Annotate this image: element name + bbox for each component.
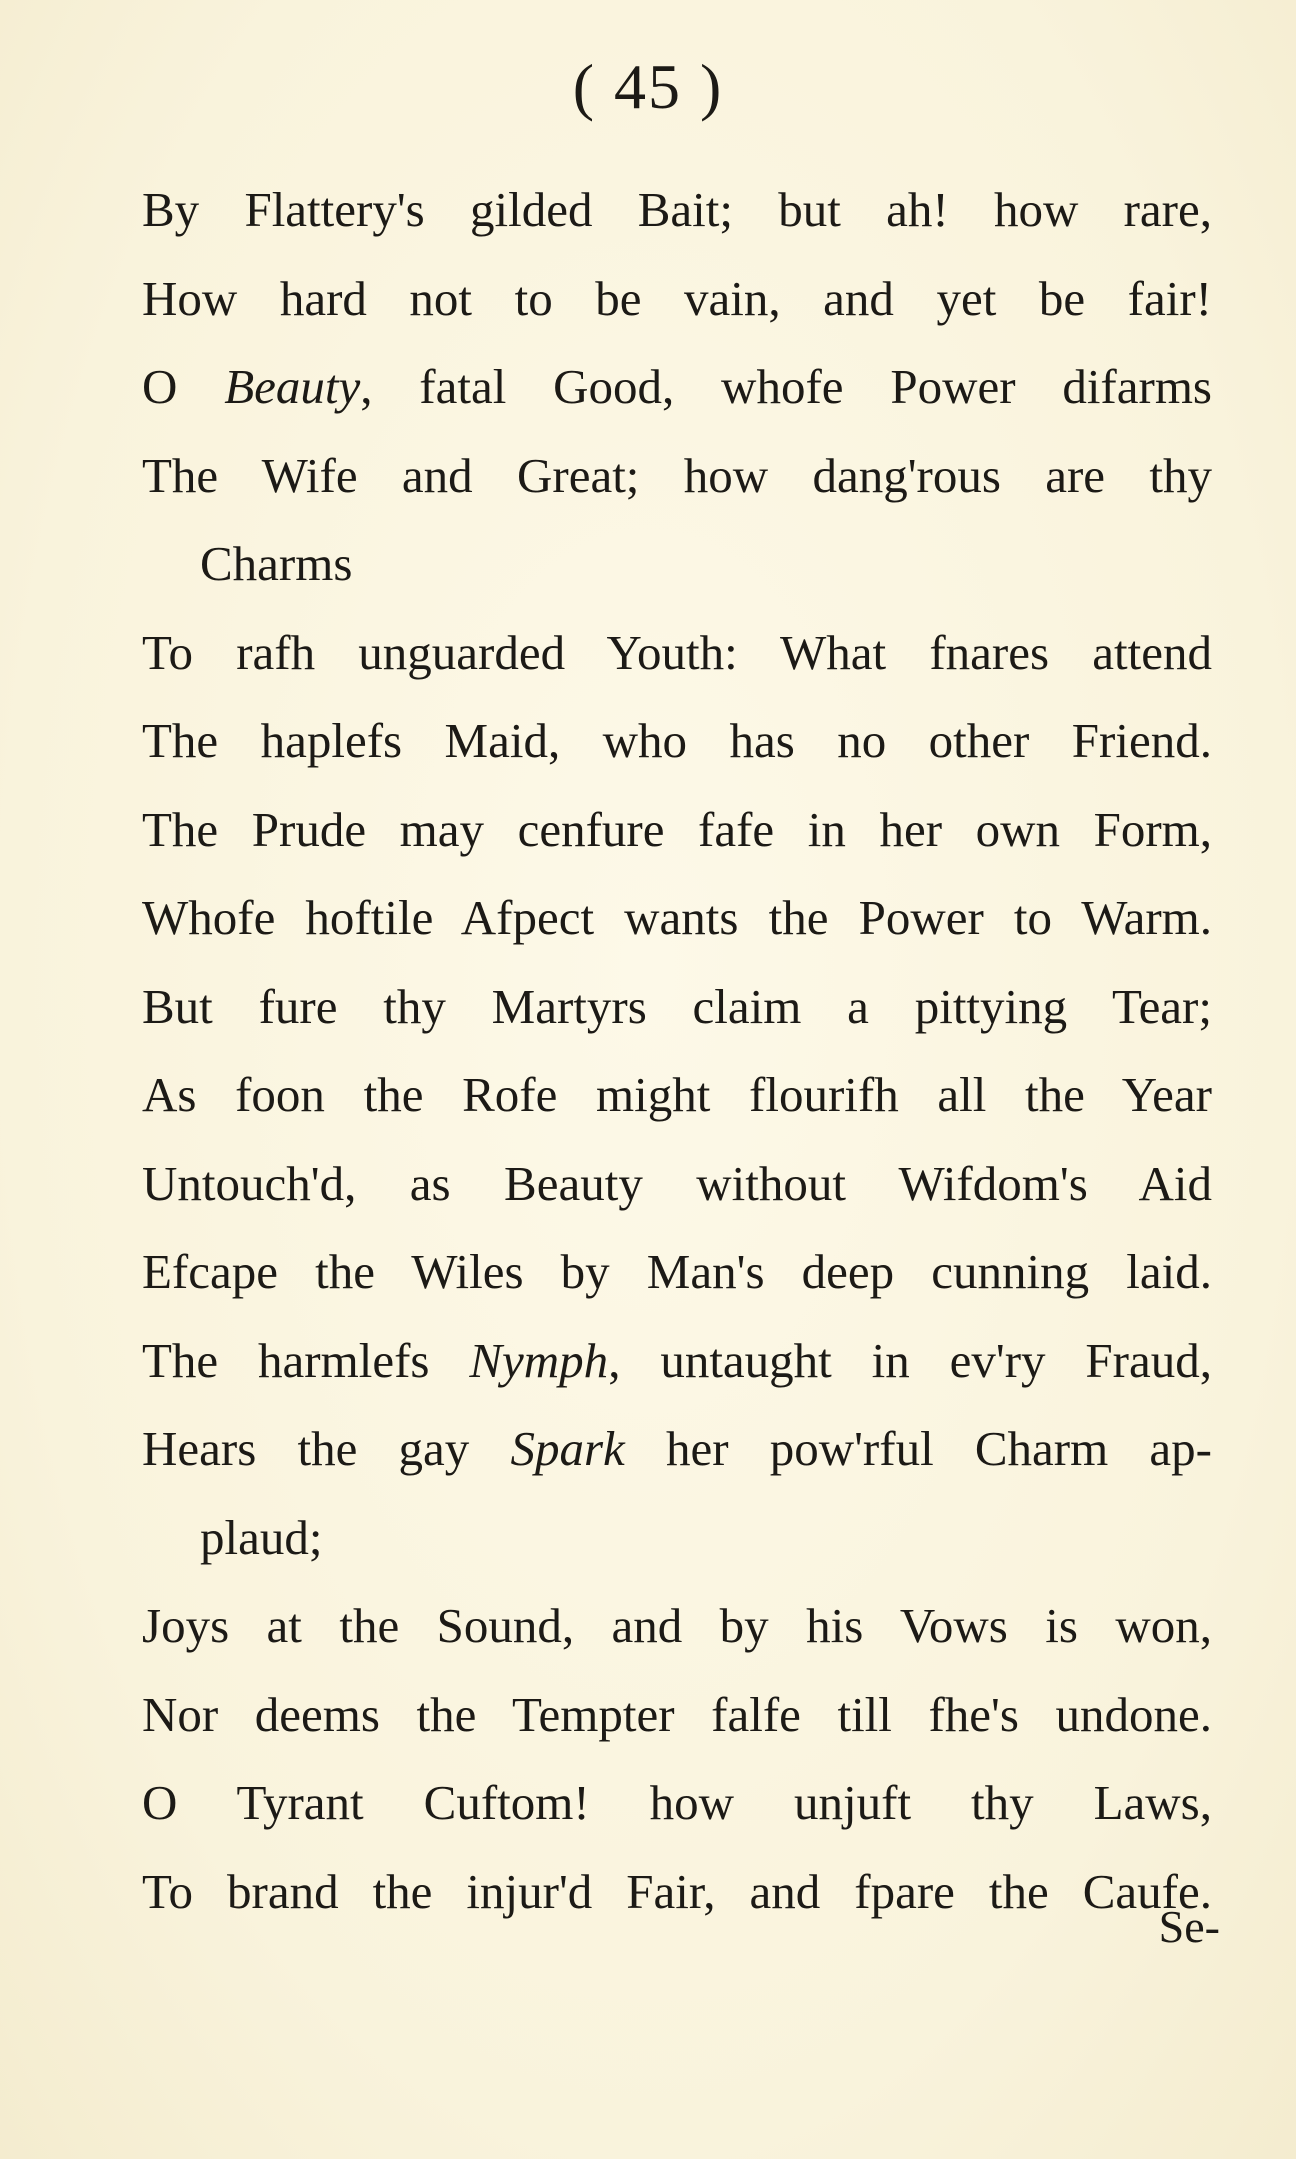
poem-line: O Tyrant Cuftom! how unjuft thy Laws, — [142, 1775, 1212, 1830]
poem-line: The Wife and Great; how dang'rous are thy — [142, 447, 1212, 503]
poem-line: Nor deems the Tempter falfe till fhe's undone. — [142, 1686, 1212, 1742]
poem-line: How hard not to be vain, and yet be fair! — [142, 270, 1212, 326]
poem-line: By Flattery's gilded Bait; but ah! how rare, — [142, 182, 1212, 237]
page-number: ( 45 ) — [572, 51, 724, 122]
poem-line: Whofe hoftile Afpect wants the Power to Warm. — [142, 890, 1212, 945]
poem-line-continuation: plaud; — [200, 1509, 323, 1565]
italic-word: Beauty — [224, 359, 361, 414]
poem-line: The harmlefs Nymph, untaught in ev'ry Fraud, — [142, 1332, 1212, 1388]
poem-line: O Beauty, fatal Good, whofe Power difarms — [142, 359, 1212, 414]
poem-line: But fure thy Martyrs claim a pittying Tear; — [142, 978, 1212, 1034]
poem-line: Efcape the Wiles by Man's deep cunning laid. — [142, 1244, 1212, 1299]
poem-line: To brand the injur'd Fair, and fpare the Caufe. — [142, 1863, 1212, 1919]
poem-line: Joys at the Sound, and by his Vows is won, — [142, 1598, 1212, 1653]
poem-text — [142, 166, 1212, 1936]
poem-line: Untouch'd, as Beauty without Wifdom's Aid — [142, 1155, 1212, 1211]
italic-word: Spark — [510, 1421, 625, 1476]
poem-line: The Prude may cenfure fafe in her own Form, — [142, 801, 1212, 857]
poem-line: Hears the gay Spark her pow'rful Charm ap- — [142, 1421, 1212, 1476]
poem-line: The haplefs Maid, who has no other Friend. — [142, 713, 1212, 768]
italic-word: Nymph — [469, 1332, 609, 1388]
poem-line: To rafh unguarded Youth: What fnares attend — [142, 624, 1212, 680]
catchword: Se- — [1158, 1901, 1220, 1952]
poem-line-continuation: Charms — [200, 536, 353, 591]
poem-line: As foon the Rofe might flourifh all the Year — [142, 1067, 1212, 1122]
